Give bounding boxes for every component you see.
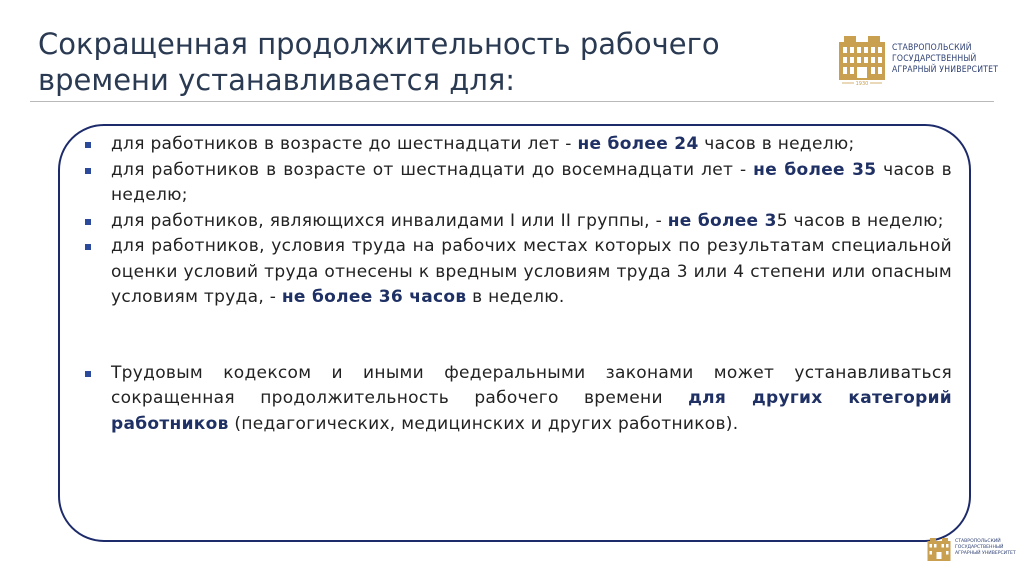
logo-caption [892, 43, 1012, 76]
list-item: для работников в возрасте до шестнадцати лет - не более 24 часов в неделю; [84, 132, 952, 158]
footer-logo [926, 537, 1018, 567]
emphasis-text: для других категорий работников [111, 388, 952, 434]
list-item: для работников, условия труда на рабочих местах которых по результатам специальной оценки условий труда отнесены к вредным условиям труда 3 или 4 степени или опасным условиям труда, - не более 36 часов в неделю. [84, 234, 952, 311]
university-building-logo-icon [838, 34, 886, 86]
university-logo [838, 34, 1008, 86]
emphasis-text: не более 24 [577, 134, 699, 154]
emphasis-text: не более 3 [667, 210, 777, 231]
emphasis-text: не более 36 часов [281, 287, 467, 307]
reduced-hours-list [84, 132, 952, 437]
emphasis-text: не более 35 [753, 159, 877, 180]
list-item: для работников в возрасте от шестнадцати до восемнадцати лет - не более 35 часов в неделю; [84, 158, 952, 209]
list-item: Трудовым кодексом и иными федеральными законами может устанавливаться сокращенная продолжительность рабочего времени для других категорий работников (педагогических, медицинских и других работников). [84, 361, 952, 438]
list-item: для работников, являющихся инвалидами I или II группы, - не более 35 часов в неделю; [84, 209, 952, 235]
logo-caption-line-2: ГОСУДАРСТВЕННЫЙ [892, 54, 977, 64]
logo-caption-line-1: СТАВРОПОЛЬСКИЙ [892, 43, 972, 53]
logo-year: 1930 [855, 81, 869, 86]
header-divider [30, 101, 994, 102]
footer-logo-caption: СТАВРОПОЛЬСКИЙ ГОСУДАРСТВЕННЫЙ АГРАРНЫЙ УНИВЕРСИТЕТ [955, 539, 1016, 556]
university-building-logo-icon [926, 537, 952, 563]
slide-title-line-2: времени устанавливается для: [38, 63, 516, 97]
slide-title-line-1: Сокращенная продолжительность рабочего [38, 27, 720, 61]
logo-caption-line-3: АГРАРНЫЙ УНИВЕРСИТЕТ [892, 65, 999, 75]
slide-title [38, 26, 798, 98]
